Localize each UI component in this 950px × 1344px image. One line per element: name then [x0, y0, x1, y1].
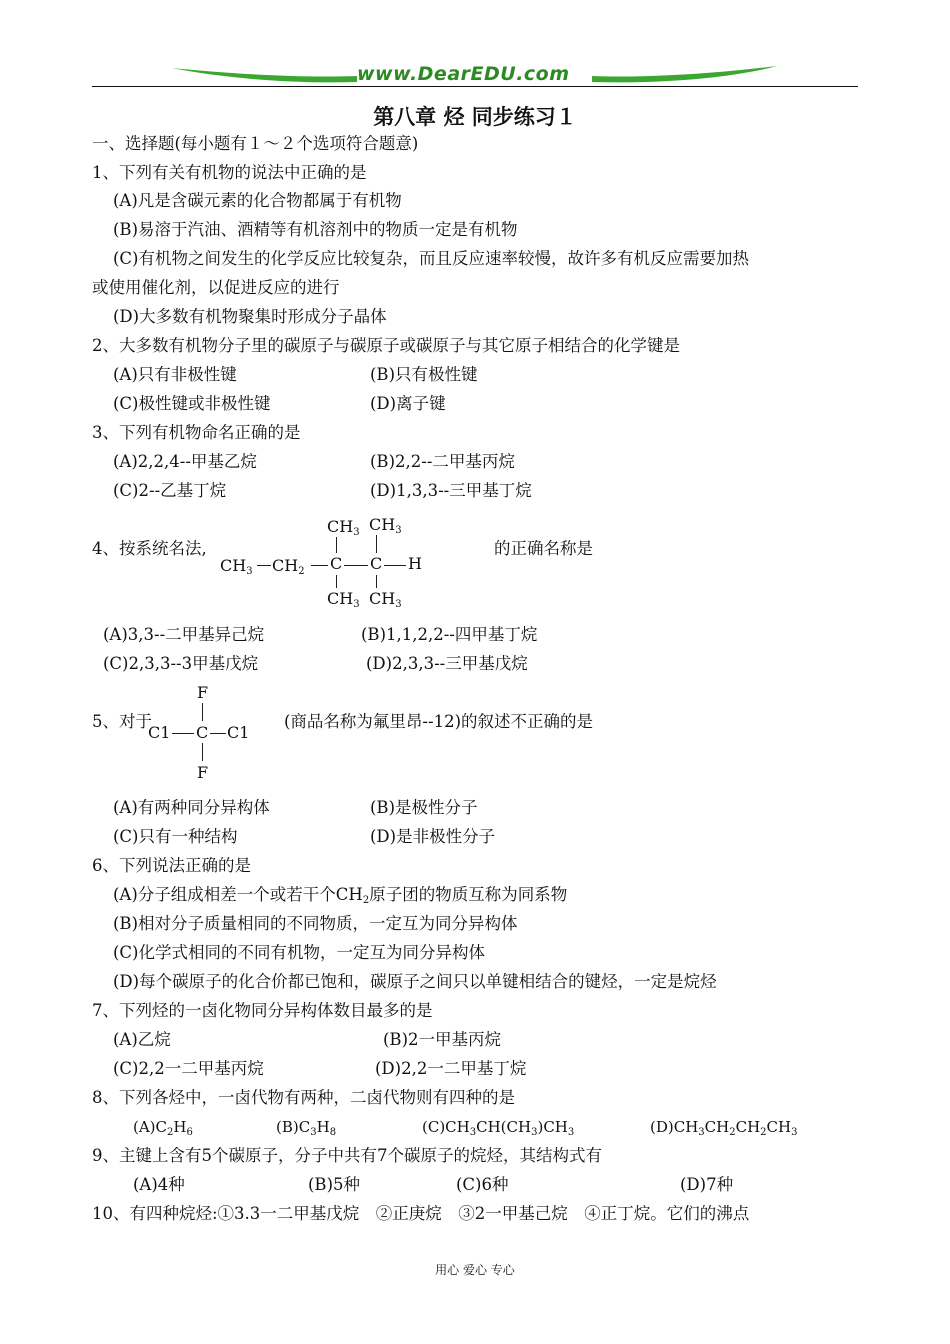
q5-fluorine-bottom: F	[197, 763, 209, 782]
q3-stem: 3、下列有机物命名正确的是	[92, 423, 301, 442]
q5-option-a: (A)有两种同分异构体	[113, 798, 270, 817]
q2-option-c: (C)极性键或非极性键	[113, 394, 271, 413]
q1-option-d: (D)大多数有机物聚集时形成分子晶体	[113, 307, 387, 326]
q9-stem: 9、主键上含有5个碳原子，分子中共有7个碳原子的烷烃，其结构式有	[92, 1146, 602, 1165]
q4-stem: 4、按系统名法,	[92, 539, 207, 558]
q2-stem: 2、大多数有机物分子里的碳原子与碳原子或碳原子与其它原子相结合的化学键是	[92, 336, 680, 355]
q9-option-b: (B)5种	[308, 1175, 360, 1194]
q5-stem: 5、对于	[92, 712, 152, 731]
q4-carbon-1: C	[330, 554, 343, 573]
site-logo: www.DearEDU.com	[357, 63, 570, 85]
q4-methyl-bottom-1: $CH_3$	[327, 589, 360, 610]
q3-option-d: (D)1,3,3--三甲基丁烷	[370, 481, 532, 500]
q4-hydrogen: H	[408, 554, 422, 573]
q5-option-c: (C)只有一种结构	[113, 827, 238, 846]
q7-option-a: (A)乙烷	[113, 1030, 171, 1049]
q1-option-b: (B)易溶于汽油、酒精等有机溶剂中的物质一定是有机物	[113, 220, 518, 239]
q2-option-a: (A)只有非极性键	[113, 365, 237, 384]
q3-option-b: (B)2,2--二甲基丙烷	[370, 452, 515, 471]
q4-carbon-2: C	[370, 554, 383, 573]
q4-option-d: (D)2,3,3--三甲基戊烷	[366, 654, 528, 673]
q4-methyl-top-1: $CH_3$	[327, 517, 360, 538]
q1-option-c: (C)有机物之间发生的化学反应比较复杂，而且反应速率较慢，故许多有机反应需要加热	[113, 249, 749, 268]
q7-option-d: (D)2,2一二甲基丁烷	[375, 1059, 527, 1078]
q1-option-c-cont: 或使用催化剂，以促进反应的进行	[92, 278, 340, 297]
q1-option-a: (A)凡是含碳元素的化合物都属于有机物	[113, 191, 402, 210]
q2-option-b: (B)只有极性键	[370, 365, 478, 384]
q1-stem: 1、下列有关有机物的说法中正确的是	[92, 163, 367, 182]
q8-option-c: $(C)CH_3CH(CH_3)CH_3$	[422, 1118, 575, 1138]
q3-option-c: (C)2--乙基丁烷	[113, 481, 227, 500]
q9-option-d: (D)7种	[680, 1175, 734, 1194]
q8-option-a: $(A)C_2H_6$	[133, 1118, 193, 1138]
q4-methyl-bottom-2: $CH_3$	[369, 589, 402, 610]
q5-option-b: (B)是极性分子	[370, 798, 478, 817]
q7-option-c: (C)2,2一二甲基丙烷	[113, 1059, 264, 1078]
section-heading: 一、选择题(每小题有１～２个选项符合题意)	[92, 134, 419, 153]
q7-option-b: (B)2一甲基丙烷	[383, 1030, 501, 1049]
q8-option-d: $(D)CH_3CH_2CH_2CH_3$	[650, 1118, 798, 1138]
q5-carbon: C	[196, 723, 209, 742]
q7-stem: 7、下列烃的一卤化物同分异构体数目最多的是	[92, 1001, 433, 1020]
q5-suffix: (商品名称为氟里昂--12)的叙述不正确的是	[284, 712, 594, 731]
q4-methyl-left: $CH_3$	[220, 556, 253, 577]
q6-option-a: (A)分子组成相差一个或若干个$CH_2$原子团的物质互称为同系物	[113, 885, 568, 906]
q4-option-a: (A)3,3--二甲基异己烷	[103, 625, 265, 644]
q9-option-c: (C)6种	[456, 1175, 509, 1194]
q5-option-d: (D)是非极性分子	[370, 827, 496, 846]
q6-option-b: (B)相对分子质量相同的不同物质，一定互为同分异构体	[113, 914, 518, 933]
q4-methyl-top-2: $CH_3$	[369, 515, 402, 536]
q5-fluorine-top: F	[197, 683, 209, 702]
page-title: 第八章 烃 同步练习１	[373, 105, 577, 129]
q8-stem: 8、下列各烃中，一卤代物有两种，二卤代物则有四种的是	[92, 1088, 515, 1107]
q5-chlorine-left: C1	[148, 723, 171, 742]
q3-option-a: (A)2,2,4--甲基乙烷	[113, 452, 257, 471]
q6-option-d: (D)每个碳原子的化合价都已饱和，碳原子之间只以单键相结合的键烃，一定是烷烃	[113, 972, 717, 991]
q5-chlorine-right: C1	[227, 723, 250, 742]
q8-option-b: $(B)C_3H_8$	[276, 1118, 337, 1138]
q4-option-c: (C)2,3,3--3甲基戊烷	[103, 654, 259, 673]
page-footer: 用心 爱心 专心	[435, 1263, 515, 1277]
q4-option-b: (B)1,1,2,2--四甲基丁烷	[361, 625, 538, 644]
q4-methylene: $CH_2$	[272, 556, 305, 577]
q4-suffix: 的正确名称是	[494, 539, 593, 558]
q2-option-d: (D)离子键	[370, 394, 446, 413]
q6-stem: 6、下列说法正确的是	[92, 856, 251, 875]
q10-stem: 10、有四种烷烃:①3.3一二甲基戊烷 ②正庚烷 ③2一甲基己烷 ④正丁烷。它们的沸点	[92, 1204, 750, 1223]
q9-option-a: (A)4种	[133, 1175, 185, 1194]
header-rule	[92, 86, 858, 87]
q6-option-c: (C)化学式相同的不同有机物，一定互为同分异构体	[113, 943, 485, 962]
